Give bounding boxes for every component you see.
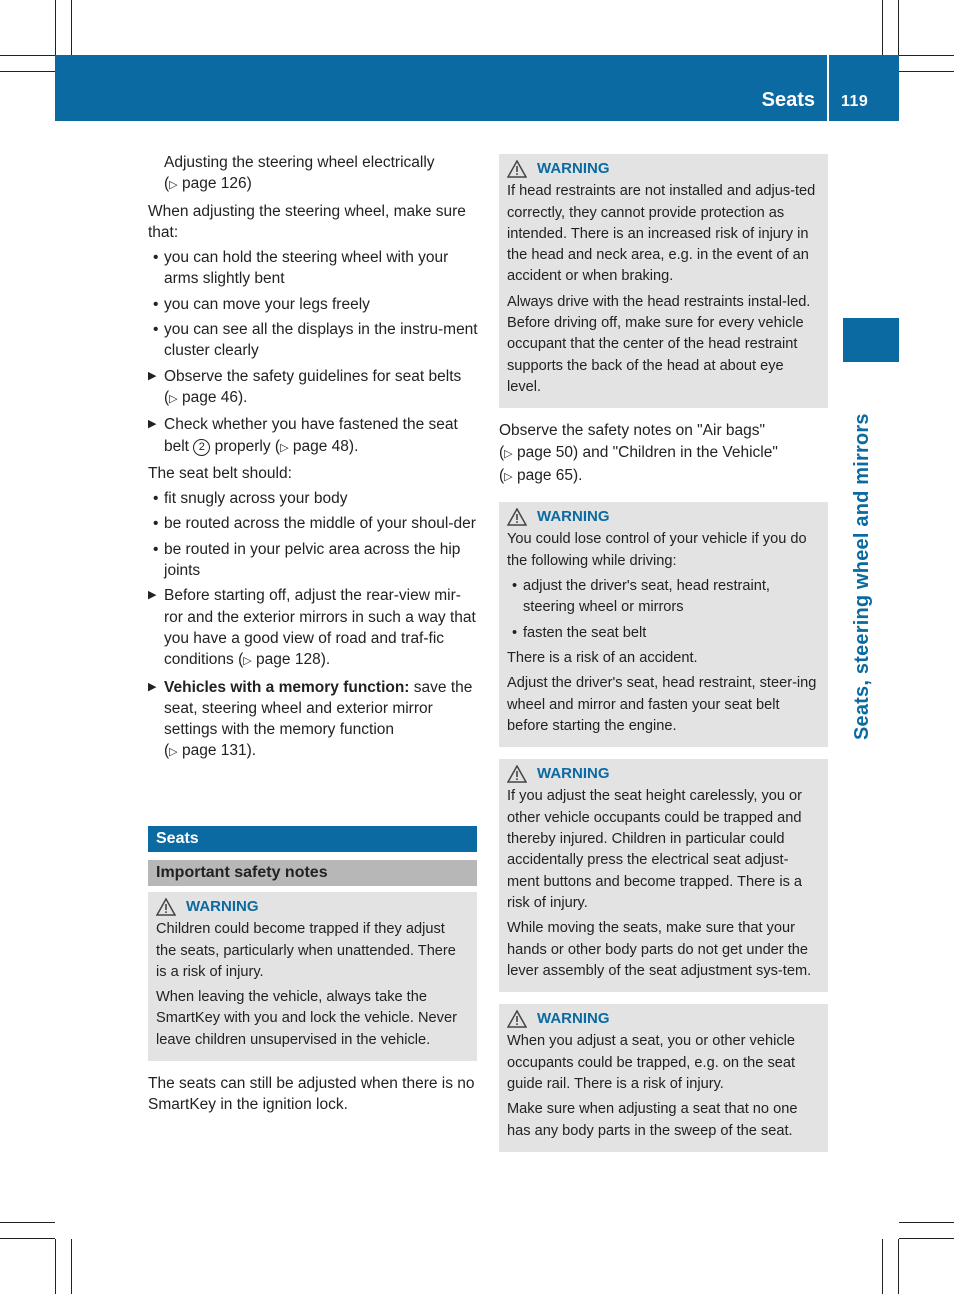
- warning-text: Make sure when adjusting a seat that no one has any body parts in the sweep of the seat.: [507, 1101, 798, 1139]
- paragraph: The seats can still be adjusted when there is no SmartKey in the ignition lock.: [148, 1075, 475, 1114]
- header-title: Seats: [761, 89, 815, 111]
- list-item: • be routed across the middle of your shoul-der: [153, 515, 476, 533]
- crop-mark: [882, 0, 883, 55]
- warning-text: There is a risk of an accident.: [507, 649, 698, 666]
- subsection-title: Important safety notes: [148, 860, 477, 886]
- crop-mark: [898, 1239, 899, 1294]
- warning-icon: [507, 765, 527, 783]
- paragraph: The seat belt should:: [148, 464, 292, 482]
- crop-mark: [899, 71, 954, 72]
- crop-mark: [0, 1238, 55, 1239]
- list-item: • you can move your legs freely: [153, 295, 370, 313]
- warning-text: You could lose control of your vehicle if you do the following while driving:: [507, 531, 807, 569]
- warning-box: [148, 892, 477, 1061]
- callout-number: 2: [193, 439, 210, 456]
- crop-mark: [0, 1222, 55, 1223]
- crop-mark: [55, 1239, 56, 1294]
- warning-text: Children could become trapped if they adjust the seats, particularly when unattended. There is a risk of injury.: [156, 921, 456, 980]
- left-column-lower: [148, 826, 477, 1120]
- crop-mark: [899, 1222, 954, 1223]
- warning-heading: WARNING: [156, 896, 469, 917]
- warning-text: If head restraints are not installed and adjus-ted correctly, they cannot provide protection as intended. There is an increased risk of injury in the head and neck area, e.g. in the event of an accident or when braking.: [507, 183, 816, 285]
- page-number: 119: [841, 93, 869, 110]
- warning-box: [499, 759, 828, 992]
- list-item: • you can see all the displays in the instru-ment cluster clearly: [153, 321, 478, 360]
- list-item: • fasten the seat belt: [512, 624, 647, 641]
- warning-heading: WARNING: [507, 763, 820, 784]
- instruction-step: ▶ Vehicles with a memory function: save the seat, steering wheel and exterior mirror settings with the memory function (▷ page 131).: [148, 678, 473, 760]
- instruction-step: ▶ Observe the safety guidelines for seat belts (▷ page 46).: [148, 367, 462, 406]
- list-item: • fit snugly across your body: [153, 490, 348, 508]
- chapter-title: Seats, steering wheel and mirrors: [851, 413, 873, 740]
- crop-mark: [898, 0, 899, 55]
- warning-text: Adjust the driver's seat, head restraint, steer-ing wheel and mirror and fasten your seat belt before starting the engine.: [507, 675, 817, 734]
- warning-heading: WARNING: [507, 1008, 820, 1029]
- warning-heading: WARNING: [507, 158, 820, 179]
- list-item: • you can hold the steering wheel with your arms slightly bent: [153, 249, 449, 288]
- crop-mark: [0, 55, 55, 56]
- warning-icon: [507, 160, 527, 178]
- crop-mark: [882, 1239, 883, 1294]
- instruction-step: ▶ Check whether you have fastened the seat belt 2 properly (▷ page 48).: [148, 416, 458, 455]
- warning-text: If you adjust the seat height carelessly, you or other vehicle occupants could be trapped and thereby injured. Children in particular could accidentally press the electrical seat adjust-ment buttons and become trapped. There is a risk of injury.: [507, 788, 803, 911]
- paragraph: Observe the safety notes on "Air bags" (▷ page 50) and "Children in the Vehicle" (▷ page 65).: [499, 422, 778, 484]
- warning-text: When leaving the vehicle, always take the SmartKey with you and lock the vehicle. Never leave children unsupervised in the vehicle.: [156, 989, 457, 1048]
- list-item: • be routed in your pelvic area across the hip joints: [153, 540, 461, 580]
- warning-icon: [507, 1010, 527, 1028]
- list-item: • adjust the driver's seat, head restraint, steering wheel or mirrors: [512, 578, 770, 616]
- warning-text: Always drive with the head restraints instal-led. Before driving off, make sure for every vehicle occupant that the center of the head restraint supports the back of the head at about eye level.: [507, 293, 811, 395]
- list-item: Adjusting the steering wheel electrically (▷ page 126): [164, 154, 435, 193]
- crop-mark: [55, 0, 56, 55]
- warning-box: [499, 154, 828, 408]
- crop-mark: [899, 1238, 954, 1239]
- warning-box: [499, 1004, 828, 1152]
- crop-mark: [899, 55, 954, 56]
- warning-icon: [507, 508, 527, 526]
- paragraph: When adjusting the steering wheel, make sure that:: [148, 202, 466, 241]
- warning-heading: WARNING: [507, 506, 820, 527]
- warning-icon: [156, 898, 176, 916]
- chapter-tab: [843, 318, 899, 362]
- crop-mark: [0, 71, 55, 72]
- page-header: [55, 55, 899, 121]
- crop-mark: [71, 1239, 72, 1294]
- instruction-step: ▶ Before starting off, adjust the rear-view mir-ror and the exterior mirrors in such a way that you have a good view of road and traf-fic conditions (▷ page 128).: [148, 587, 476, 669]
- warning-box: [499, 502, 828, 747]
- crop-mark: [71, 0, 72, 55]
- left-column: [148, 152, 478, 768]
- section-title: Seats: [148, 826, 477, 852]
- header-divider: [827, 55, 829, 121]
- warning-text: When you adjust a seat, you or other vehicle occupants could be trapped, e.g. on the seat guide rail. There is a risk of injury.: [507, 1033, 796, 1092]
- warning-text: While moving the seats, make sure that your hands or other body parts do not get under the lever assembly of the seat adjustment sys-tem.: [507, 920, 812, 979]
- right-column: [499, 154, 828, 1164]
